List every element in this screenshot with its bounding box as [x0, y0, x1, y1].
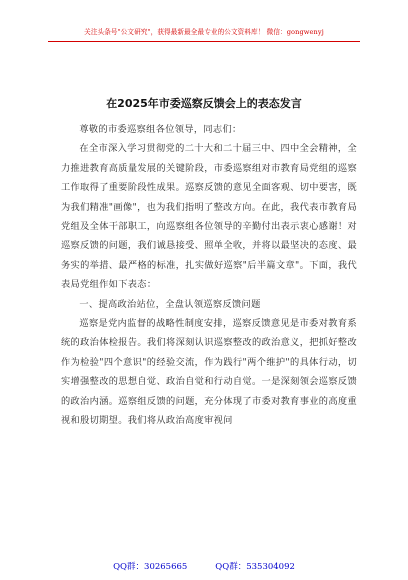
document-body — [61, 120, 357, 431]
paragraph: 巡察是党内监督的战略性制度安排，巡察反馈意见是市委对教育系统的政治体检报告。我们将深刻认识巡察整改的政治意义，把抓好整改作为检验"四个意识"的经验交流，作为践行"两个维护"的具体行动，切实增强整改的思想自觉、政治自觉和行动自觉。一是深刻领会巡察反馈的政治内涵。巡察组反馈的问题，充分体现了市委对教育事业的高度重视和殷切期望。我们将从政治高度审视问 — [61, 318, 357, 427]
salutation: 尊敬的市委巡察组各位领导，同志们： — [79, 124, 242, 135]
header-divider — [48, 41, 360, 42]
footer — [0, 560, 408, 572]
paragraph: 在全市深入学习贯彻党的二十大和二十届三中、四中全会精神，全力推进教育高质量发展的关键阶段，市委巡察组对市教育局党组的巡察工作取得了重要阶段性成果。巡察反馈的意见全面客观、切中要害，既为我们精准"画像"，也为我们指明了整改方向。在此，我代表市教育局党组及全体干部职工，向巡察组各位领导的辛勤付出表示衷心感谢！对巡察反馈的问题，我们诚恳接受、照单全收，并将以最坚决的态度、最务实的举措、最严格的标准，扎实做好巡察"后半篇文章"。下面，我代表局党组作如下表态： — [61, 143, 357, 291]
qq-group-2: QQ群：535304092 — [215, 562, 295, 572]
document-title: 在2025年市委巡察反馈会上的表态发言 — [106, 97, 302, 110]
promo-header: 关注头条号"公文研究"，获得最新最全最专业的公文资料库！ 微信：gongwenyj — [84, 28, 324, 36]
qq-group-1: QQ群：30265665 — [113, 562, 188, 572]
section-heading: 一、提高政治站位，全盘认领巡察反馈问题 — [79, 298, 261, 310]
